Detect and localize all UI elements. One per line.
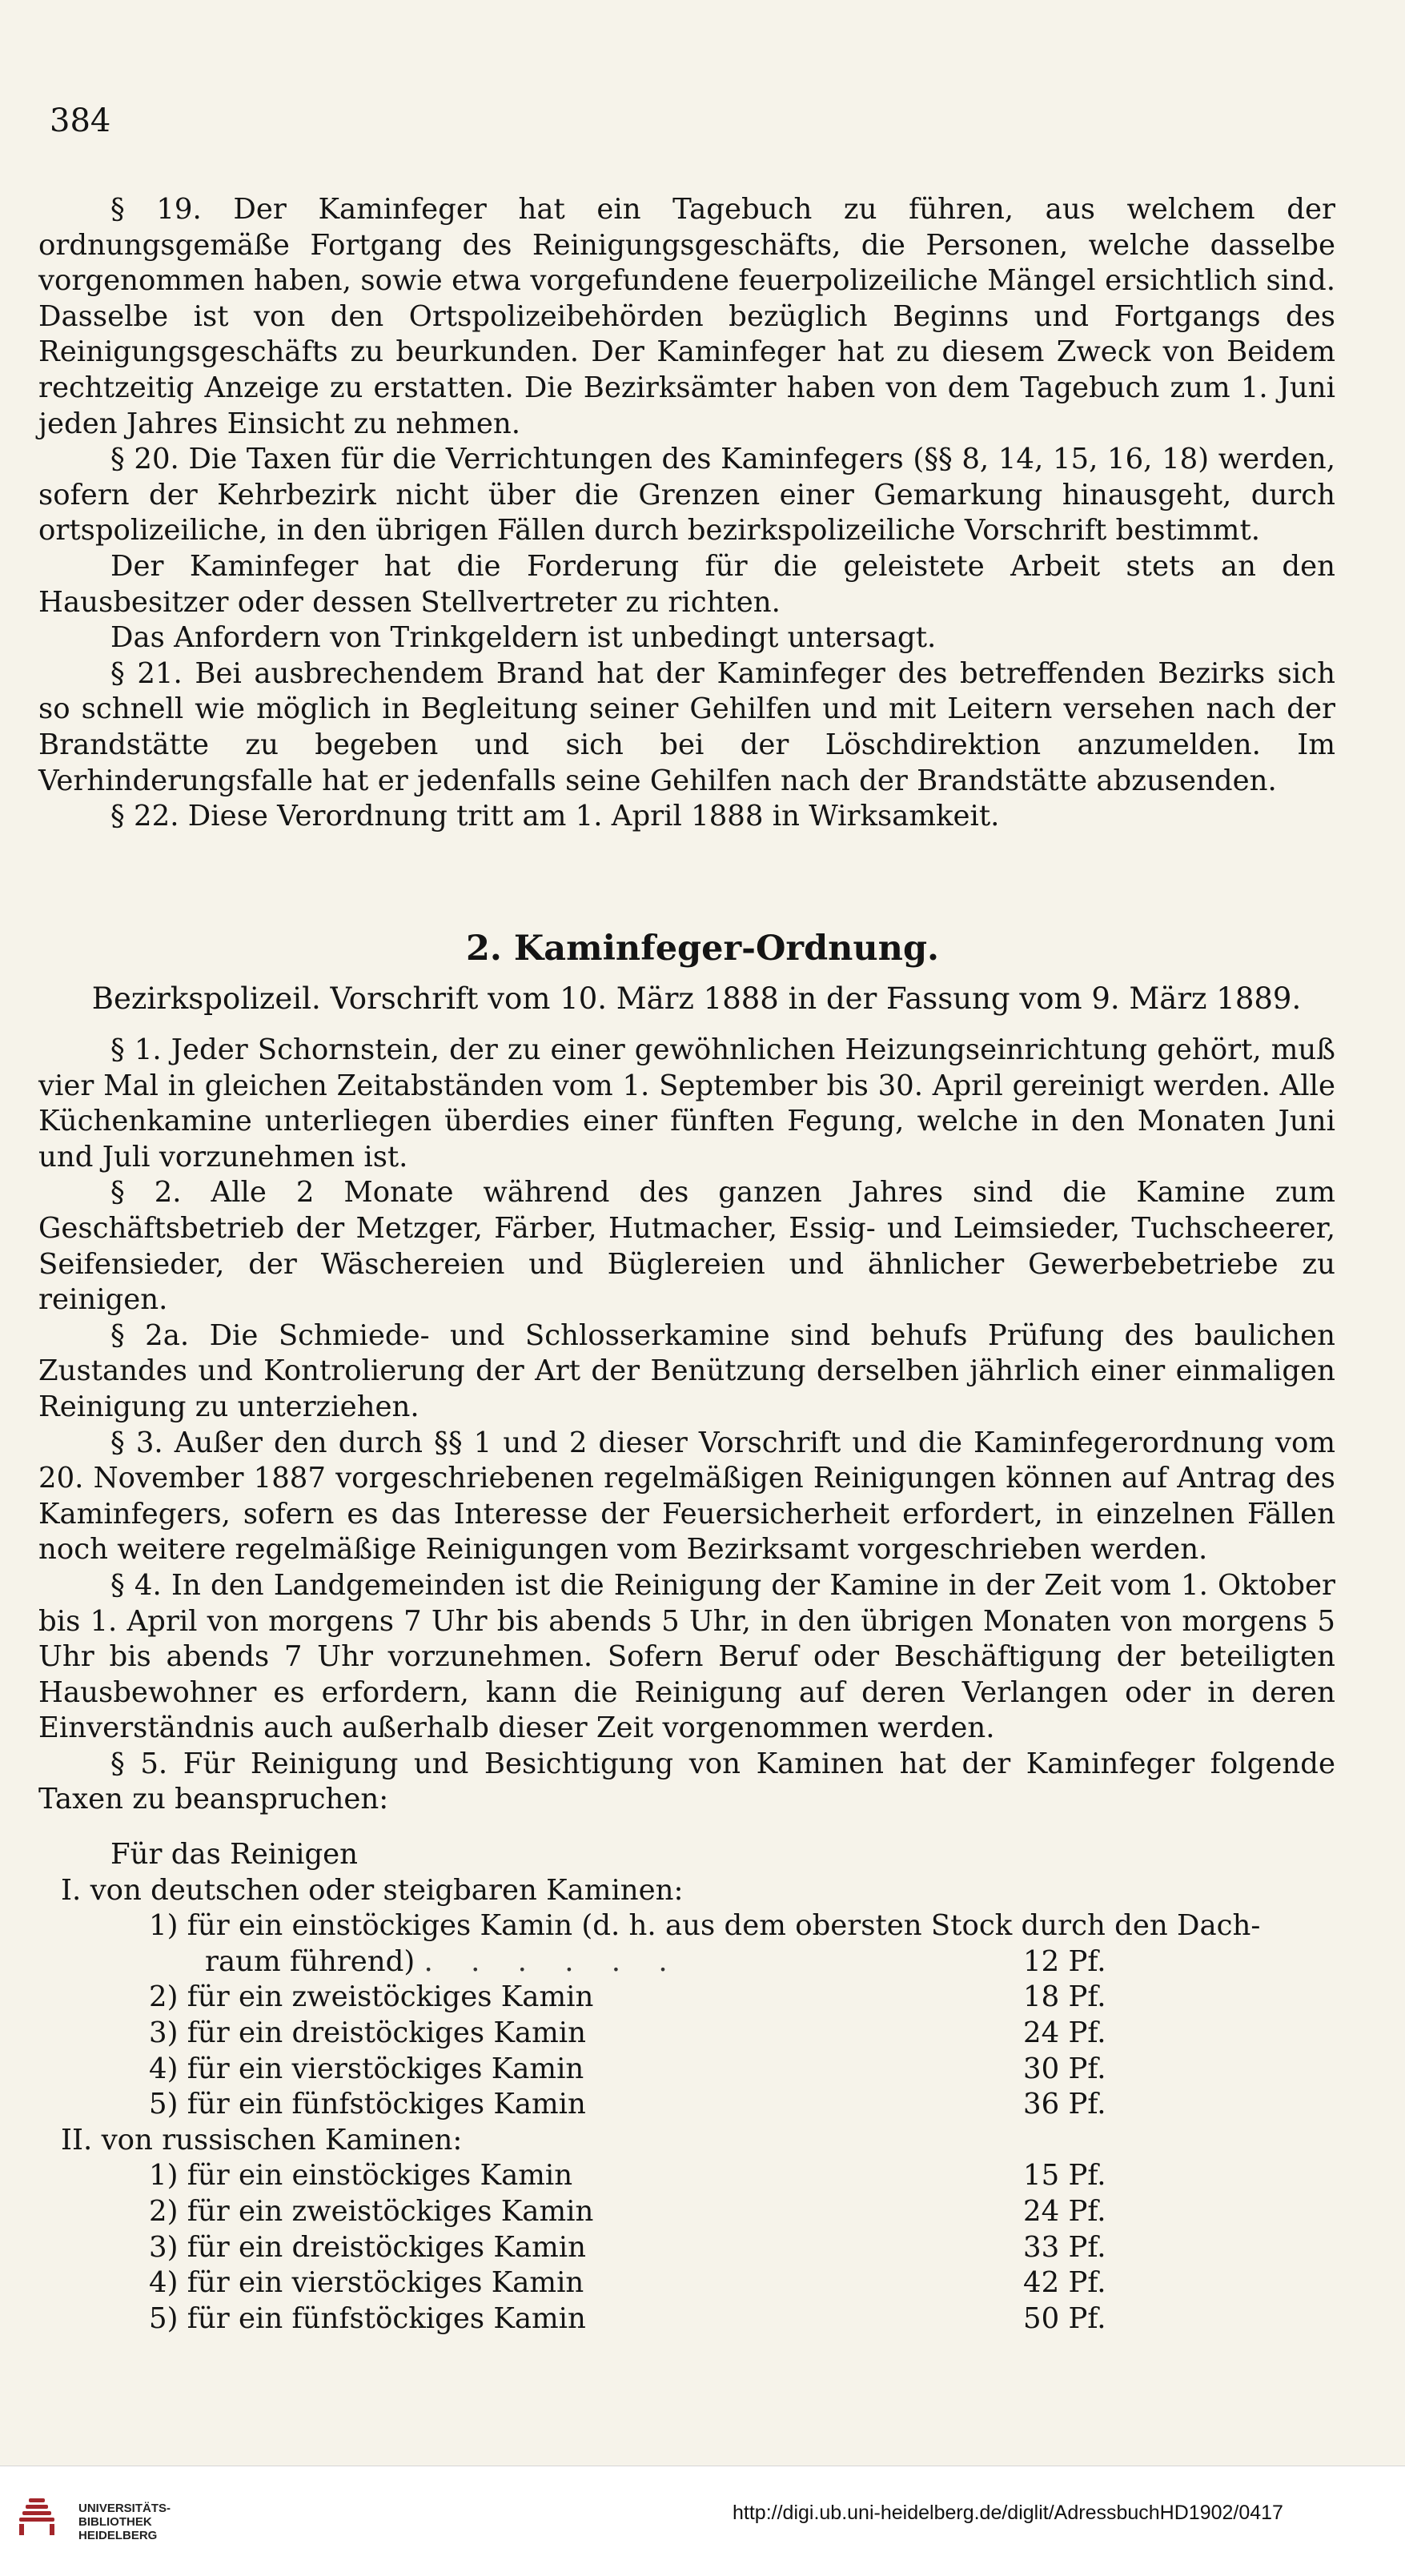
rate-item (38, 1944, 1335, 1980)
rate-item (38, 1980, 1335, 2016)
paragraph-s1: § 1. Jeder Schornstein, der zu einer gewöhnlichen Heizungseinrichtung gehört, muß vier Mal in gleichen Zeitabständen vom 1. September bis 30. April gereinigt werden. Alle Küchenkamine unterliegen überdies einer fünften Fegung, welche in den Monaten Juni und Juli vorzunehmen ist. (38, 1033, 1335, 1174)
paragraph-20: § 20. Die Taxen für die Verrichtungen des Kaminfegers (§§ 8, 14, 15, 16, 18) werden, sofern der Kehrbezirk nicht über die Grenzen einer Gemarkung hinausgeht, durch ortspolizeiliche, in den übrigen Fällen durch bezirkspolizeiliche Vorschrift bestimmt. (38, 443, 1335, 548)
rate-item (38, 2301, 1335, 2337)
rate-group-title: I. von deutschen oder steigbaren Kaminen: (61, 1873, 684, 1907)
rate-item-price: 42 Pf. (1023, 2266, 1106, 2300)
rate-item-first-line: 1) für ein einstöckiges Kamin (d. h. aus dem obersten Stock durch den Dach- (149, 1909, 1261, 1943)
digital-copy-url[interactable]: http://digi.ub.uni-heidelberg.de/diglit/AdressbuchHD1902/0417 (733, 2502, 1283, 2524)
rate-item-label: 4) für ein vierstöckiges Kamin (149, 2052, 584, 2085)
rate-item-label: raum führend) (205, 1944, 415, 1978)
rate-item (38, 2016, 1335, 2052)
rate-item-label: 3) für ein dreistöckiges Kamin (149, 2016, 586, 2049)
rate-item-price: 36 Pf. (1023, 2088, 1106, 2121)
rate-item-price: 12 Pf. (1023, 1944, 1106, 1978)
paragraph-19: § 19. Der Kaminfeger hat ein Tagebuch zu führen, aus welchem der ordnungsgemäße Fortgang des Reinigungsgeschäfts, die Personen, welche dasselbe vorgenommen haben, sowie etwa vorgefundene feuerpolizeiliche Mängel ersichtlich sind. Dasselbe ist von den Ortspolizeibehörden bezüglich Beginns und Fortgangs des Reinigungsgeschäfts zu beurkunden. Der Kaminfeger hat zu diesem Zweck von Beidem rechtzeitig Anzeige zu erstatten. Die Bezirksämter haben von dem Tagebuch zum 1. Juni jeden Jahres Einsicht zu nehmen. (38, 193, 1335, 440)
text-block-top (38, 192, 1335, 835)
rate-item-label: 1) für ein einstöckiges Kamin (149, 2159, 573, 2193)
paragraph-s4: § 4. In den Landgemeinden ist die Reinigung der Kamine in der Zeit vom 1. Oktober bis 1. April von morgens 7 Uhr bis abends 5 Uhr, in den übrigen Monaten von morgens 5 Uhr bis abends 7 Uhr vorzunehmen. Sofern Beruf oder Beschäftigung der beteiligten Hausbewohner es erfordern, kann die Reinigung auf deren Verlangen oder in deren Einverständnis auch außerhalb dieser Zeit vorgenommen werden. (38, 1568, 1335, 1745)
rate-item-price: 24 Pf. (1023, 2016, 1106, 2049)
rate-item-price: 18 Pf. (1023, 1980, 1106, 2014)
rate-item-label: 5) für ein fünfstöckiges Kamin (149, 2088, 586, 2121)
paragraph-s5: § 5. Für Reinigung und Besichtigung von Kaminen hat der Kaminfeger folgende Taxen zu beanspruchen: (38, 1747, 1335, 1816)
rate-item-label: 2) für ein zweistöckiges Kamin (149, 2194, 594, 2228)
rate-item (38, 2194, 1335, 2230)
rate-item-price: 24 Pf. (1023, 2194, 1106, 2228)
page-number: 384 (50, 102, 111, 139)
rate-item (38, 2230, 1335, 2266)
paragraph-20-claims: Der Kaminfeger hat die Forderung für die geleistete Arbeit stets an den Hausbesitzer oder dessen Stellvertreter zu richten. (38, 549, 1335, 619)
rate-item-label: 2) für ein zweistöckiges Kamin (149, 1980, 594, 2014)
section-subheading: Bezirkspolizeil. Vorschrift vom 10. März 1888 in der Fassung vom 9. März 1889. (91, 981, 1302, 1016)
rate-item (38, 2265, 1335, 2301)
rate-item-label: 3) für ein dreistöckiges Kamin (149, 2230, 586, 2264)
rate-item-label: 5) für ein fünfstöckiges Kamin (149, 2301, 586, 2335)
library-name: UNIVERSITÄTS- BIBLIOTHEK HEIDELBERG (78, 2502, 171, 2542)
footer-bar (0, 2466, 1405, 2576)
rate-group-title: II. von russischen Kaminen: (61, 2123, 463, 2157)
rate-item-price: 33 Pf. (1023, 2230, 1106, 2264)
rate-item-price: 15 Pf. (1023, 2159, 1106, 2193)
rate-table (38, 1837, 1335, 2337)
paragraph-21: § 21. Bei ausbrechendem Brand hat der Kaminfeger des betreffenden Bezirks sich so schnell wie möglich in Begleitung seiner Gehilfen und mit Leitern versehen nach der Brandstätte zu begeben und sich bei der Löschdirektion anzumelden. Im Verhinderungsfalle hat er jedenfalls seine Gehilfen nach der Brandstätte abzusenden. (38, 656, 1335, 797)
text-block-section (38, 1033, 1335, 1818)
rate-item (38, 2052, 1335, 2088)
rate-item-price: 30 Pf. (1023, 2052, 1106, 2085)
university-seal-icon (14, 2494, 59, 2538)
section-heading: 2. Kaminfeger-Ordnung. (466, 929, 939, 969)
paragraph-s2: § 2. Alle 2 Monate während des ganzen Jahres sind die Kamine zum Geschäftsbetrieb der Metzger, Färber, Hutmacher, Essig- und Leimsieder, Tuchscheerer, Seifensieder, der Wäschereien und Büglereien und ähnlicher Gewerbebetriebe zu reinigen. (38, 1176, 1335, 1317)
paragraph-s3: § 3. Außer den durch §§ 1 und 2 dieser Vorschrift und die Kaminfegerordnung vom 20. November 1887 vorgeschriebenen regelmäßigen Reinigungen können auf Antrag des Kaminfegers, sofern es das Interesse der Feuersicherheit erfordert, in einzelnen Fällen noch weitere regelmäßige Reinigungen vom Bezirksamt vorgeschrieben werden. (38, 1426, 1335, 1567)
rate-item (38, 2158, 1335, 2194)
paragraph-s2a: § 2a. Die Schmiede- und Schlosserkamine sind behufs Prüfung des baulichen Zustandes und Kontrolierung der Art der Benützung derselben jährlich einer einmaligen Reinigung zu unterziehen. (38, 1318, 1335, 1423)
rate-intro: Für das Reinigen (110, 1838, 359, 1871)
rate-item-price: 50 Pf. (1023, 2301, 1106, 2335)
paragraph-20-tips: Das Anfordern von Trinkgeldern ist unbedingt untersagt. (110, 621, 937, 655)
paragraph-22: § 22. Diese Verordnung tritt am 1. April 1888 in Wirksamkeit. (110, 800, 1000, 833)
rate-item-label: 4) für ein vierstöckiges Kamin (149, 2266, 584, 2300)
dot-leader: . . . . . . (424, 1944, 682, 1978)
rate-item (38, 2087, 1335, 2123)
